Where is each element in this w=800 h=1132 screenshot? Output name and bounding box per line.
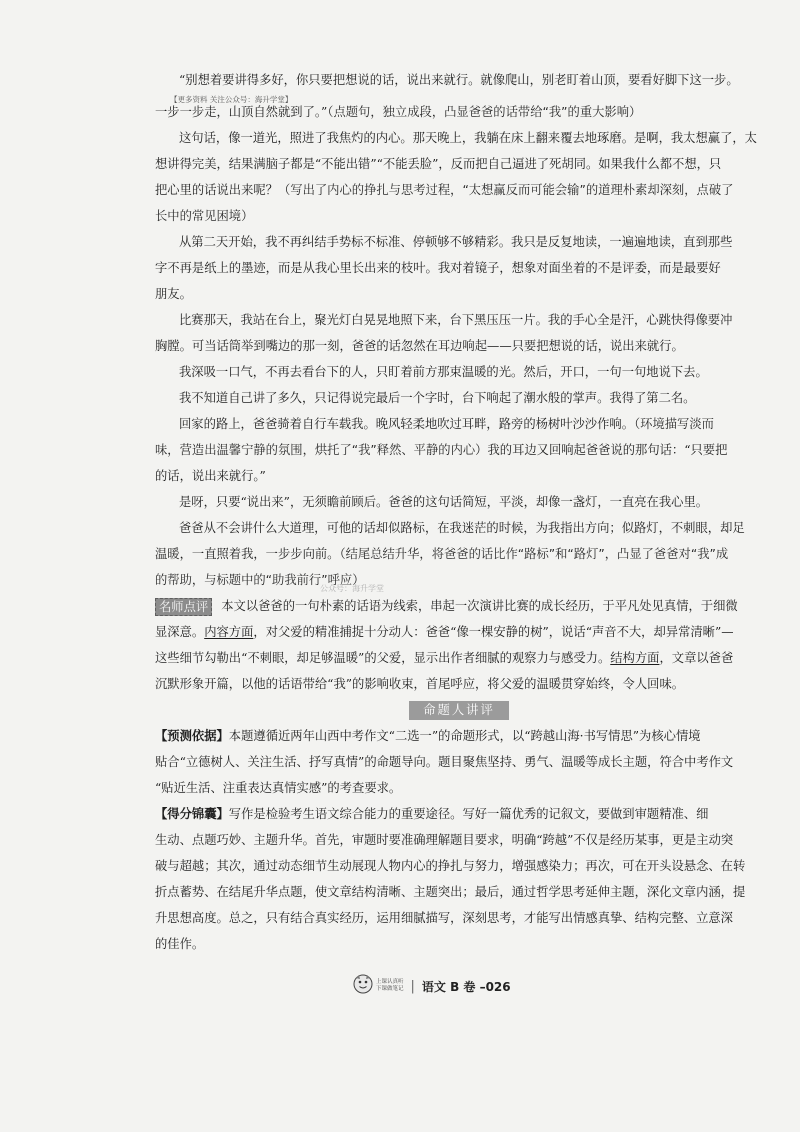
prediction-label: 【预测依据】 [155,729,229,743]
teacher-comment-line [155,619,763,645]
teacher-comment-line [155,645,763,671]
essay-text: 回家的路上，爸爸骑着自行车载我。晚风轻柔地吹过耳畔，路旁的杨树叶沙沙作响。 [179,417,634,431]
logo-lettering [376,979,404,993]
prediction-line [155,775,763,801]
essay-text: 这句话，像一道光，照进了我焦灼的内心。那天晚上，我躺在床上翻来覆去地琢磨。是啊，我太想赢了，太 [179,131,757,145]
comment-text: 本文以爸爸的一句朴素的话语为线索，串起一次演讲比赛的成长经历，于平凡处见真情，于细微 [221,599,738,613]
essay-line [155,541,763,567]
comment-text: ，文章以爸爸 [659,651,734,665]
essay-text: 想讲得完美，结果满脑子都是“不能出错”“不能丢脸”，反而把自己逼进了死胡同。如果我什么都不想，只 [155,157,722,171]
essay-line [155,359,763,385]
tips-text: 的佳作。 [155,937,205,951]
essay-line [155,99,763,125]
essay-text: 爸爸从不会讲什么大道理，可他的话却似路标，在我迷茫的时候，为我指出方向；似路灯，不刺眼，却足 [179,521,745,535]
essay-line [155,177,763,203]
annotation: （结尾总结升华，将爸爸的话比作“路标”和“路灯”，凸显了爸爸对“我”成 [339,547,729,561]
tips-text: 写作是检验考生语文综合能力的重要途径。写好一篇优秀的记叙文，要做到审题精准、细 [228,807,709,821]
annotation: 长中的常见困境） [155,209,254,223]
comment-text: ，对父爱的精准捕捉十分动人：爸爸“像一棵安静的树”，说话“声音不大，却异常清晰”— [253,625,734,639]
page-number-label: 语文 B 卷 –026 [421,979,511,994]
prediction-line [155,749,763,775]
essay-text: 我深吸一口气，不再去看台下的人，只盯着前方那束温暖的光。然后，开口，一句一句地说下去。 [179,365,708,379]
comment-text: 这些细节勾勒出“不刺眼，却足够温暖”的父爱，显示出作者细腻的观察力与感受力。 [155,651,611,665]
essay-line [155,385,763,411]
essay-text: 字不再是纸上的墨迹，而是从我心里长出来的枝叶。我对着镜子，想象对面坐着的不是评委，而是最要好 [155,261,721,275]
essay-text: 胸膛。可当话筒举到嘴边的那一刻，爸爸的话忽然在耳边响起——只要把想说的话，说出来就行。 [155,339,684,353]
tips-text: 破与超越；其次，通过动态细节生动展现人物内心的挣扎与努力，增强感染力；再次，可在开头设悬念、在转 [155,859,746,873]
prediction-text: 本题遵循近两年山西中考作文“二选一”的命题形式，以“跨越山海·书写情思”为核心情境 [228,729,701,743]
structure-aspect-keyword: 结构方面 [610,651,660,665]
essay-line [155,333,763,359]
section-header: 命题人讲评 [409,701,509,720]
essay-line [155,463,763,489]
tips-line [155,879,763,905]
essay-text: 我的耳边又回响起爸爸说的那句话：“只要把 [487,443,728,457]
essay-line [155,567,763,593]
essay-line [155,125,763,151]
essay-text: 我不知道自己讲了多久，只记得说完最后一个字时，台下响起了潮水般的掌声。我得了第二名。 [179,391,696,405]
tips-line [155,801,763,827]
essay-line [155,229,763,255]
essay-text: 从第二天开始，我不再纠结手势标不标准、停顿够不够精彩。我只是反复地读，一遍遍地读，直到那些 [179,235,733,249]
teacher-comment-label: 名师点评 [155,598,212,616]
annotation: （写出了内心的挣扎与思考过程，“太想赢反而可能会输”的道理朴素却深刻，点破了 [277,183,734,197]
essay-line [155,411,763,437]
tips-line [155,905,763,931]
prediction-line [155,723,763,749]
essay-line [155,281,763,307]
essay-text: 朋友。 [155,287,192,301]
document-body [155,67,763,957]
prediction-text: “贴近生活、注重表达真情实感”的考查要求。 [155,781,402,795]
watermark-middle: 公众号：海升学堂 [320,584,384,593]
tips-line [155,827,763,853]
content-aspect-keyword: 内容方面 [204,625,254,639]
prediction-text: 贴合“立德树人、关注生活、抒写真情”的命题导向。题目聚焦坚持、勇气、温暖等成长主题，符合中考作文 [155,755,734,769]
essay-line [155,489,763,515]
tips-text: 升思想高度。总之，只有结合真实经历，运用细腻描写，深刻思考，才能写出情感真挚、结构完整、立意深 [155,911,733,925]
essay-line [155,67,763,93]
annotation: （点题句，独立成段，凸显爸爸的话带给“我”的重大影响） [327,105,642,119]
logo-line: 上课认真听 [376,979,404,985]
tips-text: 生动、点题巧妙、主题升华。首先，审题时要准确理解题目要求，明确“跨越”不仅是经历某事，更是主动突 [155,833,734,847]
section-header-row [155,697,763,723]
essay-text: 温暖，一直照着我，一步步向前。 [155,547,340,561]
watermark-top: 【更多资料 关注公众号：海升学堂】 [170,95,293,104]
essay-line [155,255,763,281]
tips-line [155,853,763,879]
page-footer [352,973,511,999]
footer-separator: | [410,978,415,994]
logo-line: 下课做笔记 [376,986,404,992]
essay-line [155,203,763,229]
teacher-comment-line [155,671,763,697]
essay-line [155,151,763,177]
essay-text: “别想着要讲得多好，你只要把想说的话，说出来就行。就像爬山，别老盯着山顶，要看好脚下这一步。 [179,73,739,87]
tips-text: 折点蓄势、在结尾升华点题，使文章结构清晰、主题突出；最后，通过哲学思考延伸主题，深化文章内涵，提 [155,885,746,899]
mascot-logo-icon [352,973,374,999]
essay-text: 的话，说出来就行。” [155,469,266,483]
essay-text: 是呀，只要“说出来”，无须瞻前顾后。爸爸的这句话简短，平淡，却像一盏灯，一直亮在我心里。 [179,495,709,509]
comment-text: 显深意。 [155,625,205,639]
tips-label: 【得分锦囊】 [155,807,229,821]
annotation: （环境描写淡而 [634,417,714,431]
essay-line [155,307,763,333]
annotation: 味，营造出温馨宁静的氛围，烘托了“我”释然、平静的内心） [155,443,488,457]
comment-text: 沉默形象开篇，以他的话语带给“我”的影响收束，首尾呼应，将父爱的温暖贯穿始终，令人回味。 [155,677,685,691]
annotation: 的帮助，与标题中的“助我前行”呼应） [155,573,365,587]
essay-text: 比赛那天，我站在台上，聚光灯白晃晃地照下来，台下黑压压一片。我的手心全是汗，心跳快得像要冲 [179,313,733,327]
teacher-comment-line [155,593,763,619]
essay-text: 一步一步走，山顶自然就到了。” [155,105,328,119]
essay-line [155,437,763,463]
tips-line [155,931,763,957]
essay-line [155,515,763,541]
essay-text: 把心里的话说出来呢？ [155,183,278,197]
